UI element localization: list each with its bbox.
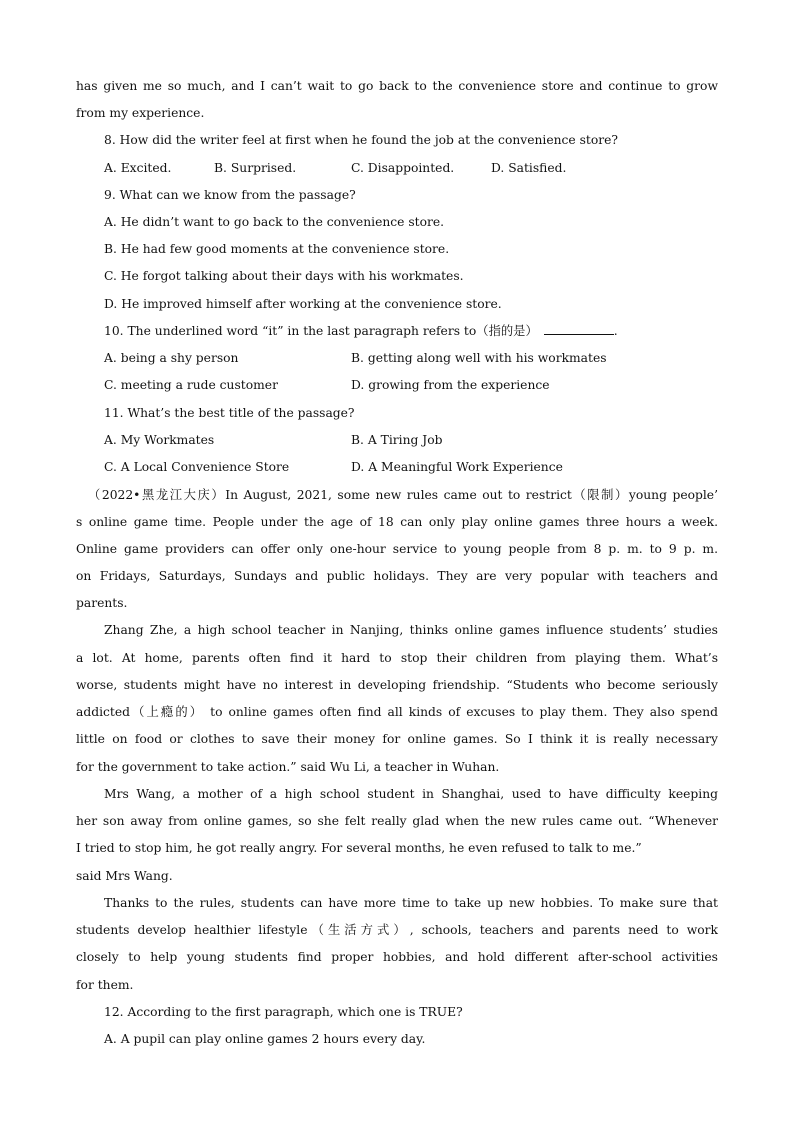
passage-line: from my experience. (76, 106, 205, 120)
passage-line: said Mrs Wang. (76, 869, 173, 883)
q8-option-b[interactable]: B. Surprised. (214, 161, 297, 175)
passage-line: Zhang Zhe, a high school teacher in Nanjing, thinks online games influence students’ studies (104, 623, 718, 637)
q12-option-a[interactable]: A. A pupil can play online games 2 hours every day. (104, 1032, 426, 1046)
passage-line: students develop healthier lifestyle（生活方式）, schools, teachers and parents need to work (76, 923, 718, 937)
q9-option-b[interactable]: B. He had few good moments at the convenience store. (104, 242, 450, 256)
passage-line: parents. (76, 596, 128, 610)
question-10-end: . (613, 324, 618, 338)
passage-line: I tried to stop him, he got really angry. For several months, he even refused to talk to me.” (76, 841, 642, 855)
question-9-stem: 9. What can we know from the passage? (104, 188, 356, 202)
passage-line: for the government to take action.” said Wu Li, a teacher in Wuhan. (76, 760, 500, 774)
q10-option-a[interactable]: A. being a shy person (104, 351, 239, 365)
q9-option-c[interactable]: C. He forgot talking about their days with his workmates. (104, 269, 464, 283)
q9-option-a[interactable]: A. He didn’t want to go back to the convenience store. (104, 215, 445, 229)
question-10-line (104, 322, 718, 340)
question-8-stem: 8. How did the writer feel at first when he found the job at the convenience store? (104, 133, 619, 147)
question-11-stem: 11. What’s the best title of the passage? (104, 406, 355, 420)
passage-line: closely to help young students find proper hobbies, and hold different after-school activities (76, 950, 718, 964)
answer-blank[interactable] (544, 322, 614, 335)
passage-line: Thanks to the rules, students can have more time to take up new hobbies. To make sure that (104, 896, 718, 910)
q8-option-a[interactable]: A. Excited. (104, 161, 172, 175)
passage-line: little on food or clothes to save their money for online games. So I think it is really necessary (76, 732, 718, 746)
q10-option-c[interactable]: C. meeting a rude customer (104, 378, 278, 392)
passage-line: for them. (76, 978, 134, 992)
passage-line: Online game providers can offer only one-hour service to young people from 8 p. m. to 9 p. m. (76, 542, 718, 556)
q8-option-d[interactable]: D. Satisfied. (491, 161, 567, 175)
passage-line: a lot. At home, parents often find it hard to stop their children from playing them. What’s (76, 651, 718, 665)
q10-option-b[interactable]: B. getting along well with his workmates (351, 351, 607, 365)
q11-option-c[interactable]: C. A Local Convenience Store (104, 460, 290, 474)
passage-line: Mrs Wang, a mother of a high school student in Shanghai, used to have difficulty keeping (104, 787, 718, 801)
question-12-stem: 12. According to the first paragraph, which one is TRUE? (104, 1005, 463, 1019)
q11-option-a[interactable]: A. My Workmates (104, 433, 215, 447)
question-10-stem: 10. The underlined word “it” in the last paragraph refers to（指的是） (104, 324, 538, 338)
passage-line: worse, students might have no interest in developing friendship. “Students who become seriously (76, 678, 718, 692)
q9-option-d[interactable]: D. He improved himself after working at the convenience store. (104, 297, 502, 311)
q11-option-b[interactable]: B. A Tiring Job (351, 433, 443, 447)
q8-option-c[interactable]: C. Disappointed. (351, 161, 455, 175)
q11-option-d[interactable]: D. A Meaningful Work Experience (351, 460, 563, 474)
passage-line: addicted（上瘾的） to online games often find all kinds of excuses to play them. They also spend (76, 705, 718, 719)
passage-line: has given me so much, and I can’t wait to go back to the convenience store and continue to grow (76, 79, 718, 93)
passage-line: her son away from online games, so she felt really glad when the new rules came out. “Whenever (76, 814, 718, 828)
passage-line: （2022•黑龙江大庆）In August, 2021, some new rules came out to restrict（限制）young people’ (88, 488, 718, 502)
q10-option-d[interactable]: D. growing from the experience (351, 378, 550, 392)
passage-line: on Fridays, Saturdays, Sundays and public holidays. They are very popular with teachers and (76, 569, 718, 583)
passage-line: s online game time. People under the age of 18 can only play online games three hours a week. (76, 515, 718, 529)
